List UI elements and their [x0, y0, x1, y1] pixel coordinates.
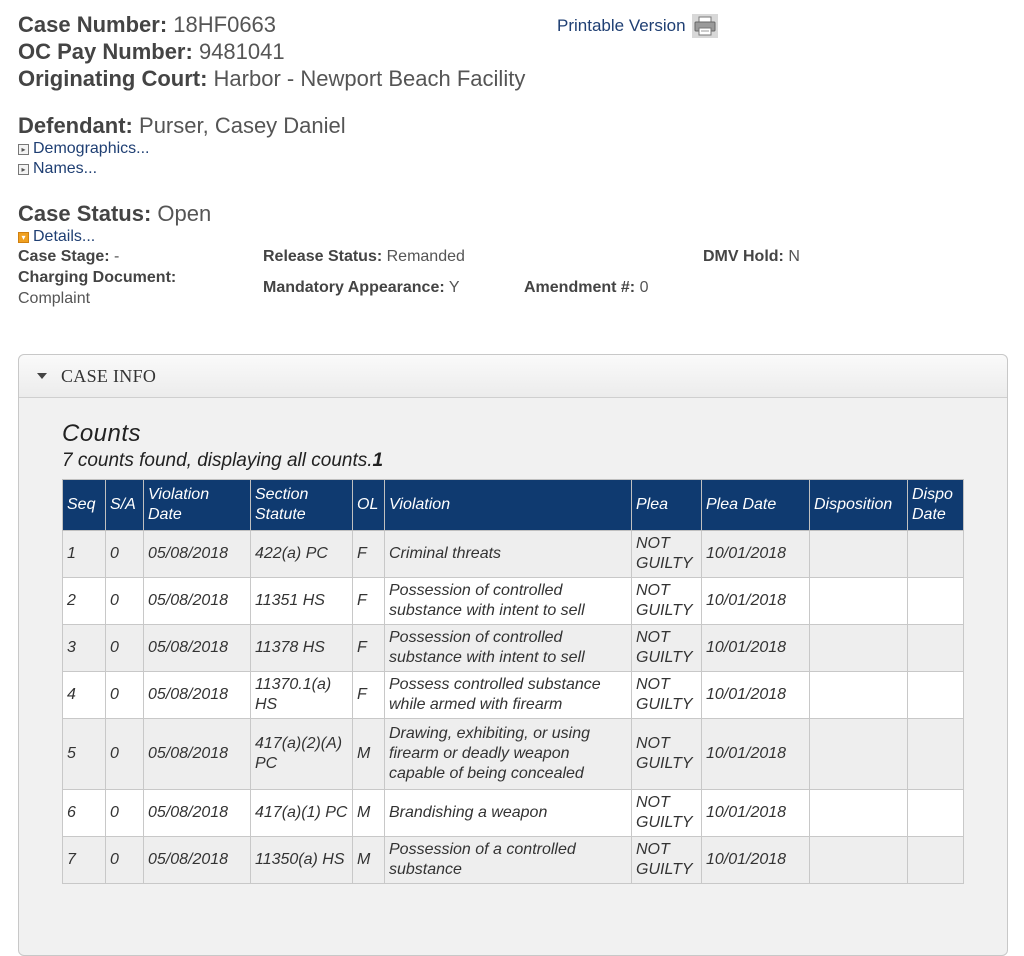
case-info-panel-header[interactable]: [19, 355, 1007, 398]
charging-doc-value-field: [18, 290, 90, 308]
printer-icon[interactable]: [692, 14, 718, 38]
case-status-value: Open: [157, 201, 212, 226]
col-header-seq: Seq: [63, 480, 106, 531]
case-stage-label: Case Stage:: [18, 248, 110, 265]
cell-disposition: [810, 837, 908, 884]
expand-box-icon[interactable]: ▸: [18, 144, 29, 155]
case-number-line: [18, 12, 276, 38]
details-toggle[interactable]: [18, 228, 95, 246]
col-header-ol: OL: [353, 480, 385, 531]
expand-box-icon[interactable]: ▸: [18, 164, 29, 175]
cell-disposition: [810, 672, 908, 719]
counts-heading: Counts: [62, 420, 142, 447]
table-row: [63, 672, 964, 719]
cell-sa: 0: [106, 578, 144, 625]
court-value: Harbor - Newport Beach Facility: [213, 66, 526, 91]
triangle-down-icon[interactable]: [37, 373, 47, 379]
table-row: [63, 531, 964, 578]
cell-plea-date: 10/01/2018: [702, 672, 810, 719]
details-link[interactable]: Details...: [33, 228, 96, 245]
oc-pay-value: 9481041: [198, 39, 285, 64]
counts-table: [62, 479, 964, 884]
charging-doc-field: [18, 269, 176, 287]
amendment-label: Amendment #:: [524, 279, 636, 296]
cell-violation-date: 05/08/2018: [144, 719, 251, 790]
cell-seq: 5: [63, 719, 106, 790]
counts-summary: [62, 450, 383, 472]
cell-sa: 0: [106, 672, 144, 719]
names-toggle[interactable]: [18, 160, 97, 178]
cell-violation: Possess controlled substance while armed with firearm: [385, 672, 632, 719]
cell-section-statute: 11378 HS: [251, 625, 353, 672]
cell-plea-date: 10/01/2018: [702, 837, 810, 884]
cell-section-statute: 11370.1(a) HS: [251, 672, 353, 719]
dmv-hold-label: DMV Hold:: [703, 248, 784, 265]
cell-plea: NOT GUILTY: [632, 625, 702, 672]
cell-ol: M: [353, 719, 385, 790]
cell-plea: NOT GUILTY: [632, 531, 702, 578]
mandatory-appearance-label: Mandatory Appearance:: [263, 279, 445, 296]
col-header-sa: S/A: [106, 480, 144, 531]
cell-dispo-date: [908, 719, 964, 790]
case-stage-value: -: [114, 248, 120, 265]
names-link[interactable]: Names...: [33, 160, 98, 177]
court-line: [18, 66, 525, 92]
case-number-value: 18HF0663: [173, 12, 277, 37]
cell-section-statute: 11351 HS: [251, 578, 353, 625]
charging-doc-value: Complaint: [18, 290, 91, 307]
cell-plea-date: 10/01/2018: [702, 531, 810, 578]
cell-seq: 1: [63, 531, 106, 578]
cell-plea: NOT GUILTY: [632, 790, 702, 837]
table-row: [63, 837, 964, 884]
counts-page-number[interactable]: 1: [372, 450, 384, 471]
cell-violation-date: 05/08/2018: [144, 790, 251, 837]
demographics-link[interactable]: Demographics...: [33, 140, 150, 157]
release-status-field: [263, 248, 465, 266]
cell-sa: 0: [106, 531, 144, 578]
cell-ol: M: [353, 837, 385, 884]
cell-dispo-date: [908, 531, 964, 578]
cell-section-statute: 11350(a) HS: [251, 837, 353, 884]
case-stage-field: [18, 248, 119, 266]
cell-violation: Criminal threats: [385, 531, 632, 578]
cell-plea-date: 10/01/2018: [702, 625, 810, 672]
printable-version-link[interactable]: [557, 14, 718, 38]
cell-plea-date: 10/01/2018: [702, 578, 810, 625]
case-status-line: [18, 201, 211, 227]
cell-seq: 4: [63, 672, 106, 719]
cell-ol: F: [353, 672, 385, 719]
cell-seq: 7: [63, 837, 106, 884]
cell-dispo-date: [908, 625, 964, 672]
printable-version-label[interactable]: Printable Version: [557, 16, 686, 35]
cell-section-statute: 417(a)(2)(A) PC: [251, 719, 353, 790]
cell-violation: Possession of a controlled substance: [385, 837, 632, 884]
cell-violation: Possession of controlled substance with intent to sell: [385, 578, 632, 625]
cell-plea: NOT GUILTY: [632, 578, 702, 625]
oc-pay-label: OC Pay Number:: [18, 39, 193, 64]
cell-plea-date: 10/01/2018: [702, 790, 810, 837]
counts-summary-text: 7 counts found, displaying all counts.: [62, 450, 373, 471]
defendant-label: Defendant:: [18, 113, 133, 138]
charging-doc-label: Charging Document:: [18, 269, 177, 286]
table-row: [63, 578, 964, 625]
release-status-value: Remanded: [386, 248, 465, 265]
defendant-name: Purser, Casey Daniel: [139, 113, 346, 138]
table-row: [63, 719, 964, 790]
col-header-disposition: Disposition: [810, 480, 908, 531]
cell-violation-date: 05/08/2018: [144, 531, 251, 578]
cell-sa: 0: [106, 790, 144, 837]
table-row: [63, 625, 964, 672]
release-status-label: Release Status:: [263, 248, 383, 265]
dmv-hold-field: [703, 248, 800, 266]
cell-disposition: [810, 719, 908, 790]
col-header-violation: Violation: [385, 480, 632, 531]
cell-section-statute: 422(a) PC: [251, 531, 353, 578]
cell-violation: Brandishing a weapon: [385, 790, 632, 837]
mandatory-appearance-value: Y: [448, 279, 460, 296]
cell-plea: NOT GUILTY: [632, 719, 702, 790]
amendment-value: 0: [639, 279, 649, 296]
col-header-dispo-date: Dispo Date: [908, 480, 964, 531]
court-label: Originating Court:: [18, 66, 208, 91]
cell-plea: NOT GUILTY: [632, 837, 702, 884]
cell-violation: Drawing, exhibiting, or using firearm or deadly weapon capable of being concealed: [385, 719, 632, 790]
cell-violation: Possession of controlled substance with intent to sell: [385, 625, 632, 672]
table-row: [63, 790, 964, 837]
cell-ol: F: [353, 531, 385, 578]
counts-table-body: [63, 531, 964, 884]
cell-section-statute: 417(a)(1) PC: [251, 790, 353, 837]
cell-disposition: [810, 578, 908, 625]
cell-ol: F: [353, 625, 385, 672]
col-header-plea: Plea: [632, 480, 702, 531]
cell-plea-date: 10/01/2018: [702, 719, 810, 790]
cell-seq: 3: [63, 625, 106, 672]
cell-violation-date: 05/08/2018: [144, 672, 251, 719]
amendment-field: [524, 279, 648, 297]
cell-seq: 2: [63, 578, 106, 625]
col-header-section-statute: Section Statute: [251, 480, 353, 531]
mandatory-appearance-field: [263, 279, 460, 297]
cell-ol: M: [353, 790, 385, 837]
oc-pay-line: [18, 39, 285, 65]
collapse-box-icon[interactable]: ▾: [18, 232, 29, 243]
demographics-toggle[interactable]: [18, 140, 150, 158]
cell-plea: NOT GUILTY: [632, 672, 702, 719]
cell-ol: F: [353, 578, 385, 625]
cell-dispo-date: [908, 837, 964, 884]
cell-dispo-date: [908, 672, 964, 719]
defendant-line: [18, 113, 346, 139]
case-number-label: Case Number:: [18, 12, 168, 37]
cell-dispo-date: [908, 790, 964, 837]
cell-disposition: [810, 625, 908, 672]
cell-disposition: [810, 790, 908, 837]
cell-sa: 0: [106, 719, 144, 790]
cell-seq: 6: [63, 790, 106, 837]
case-info-title[interactable]: CASE INFO: [61, 365, 157, 386]
dmv-hold-value: N: [788, 248, 800, 265]
cell-violation-date: 05/08/2018: [144, 578, 251, 625]
cell-violation-date: 05/08/2018: [144, 625, 251, 672]
table-header-row: [63, 480, 964, 531]
col-header-violation-date: Violation Date: [144, 480, 251, 531]
cell-dispo-date: [908, 578, 964, 625]
cell-violation-date: 05/08/2018: [144, 837, 251, 884]
cell-disposition: [810, 531, 908, 578]
cell-sa: 0: [106, 837, 144, 884]
col-header-plea-date: Plea Date: [702, 480, 810, 531]
case-status-label: Case Status:: [18, 201, 152, 226]
cell-sa: 0: [106, 625, 144, 672]
